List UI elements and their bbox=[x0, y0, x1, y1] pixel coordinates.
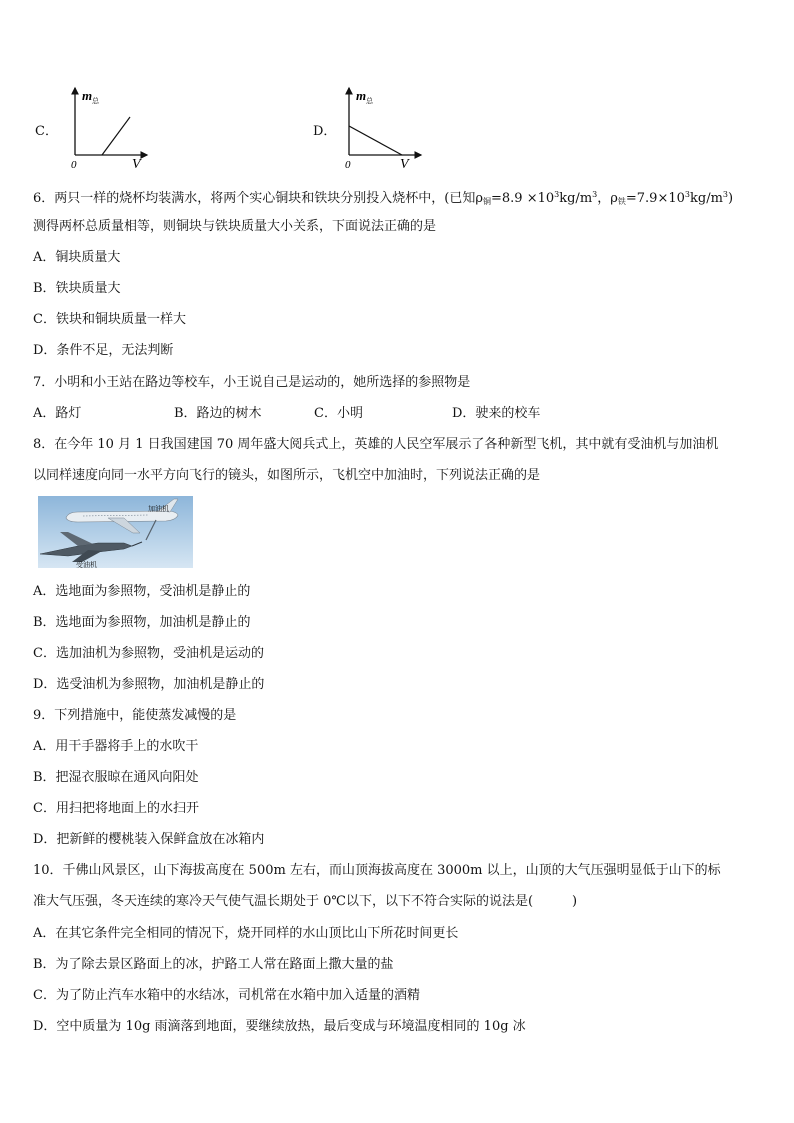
x-axis-label: V bbox=[132, 157, 141, 172]
origin-label: 0 bbox=[71, 159, 77, 171]
q6-option-c: C．铁块和铜块质量一样大 bbox=[33, 312, 186, 327]
receiver-label: 受油机 bbox=[76, 561, 97, 568]
q6-stem-line1 bbox=[33, 186, 733, 211]
graph-d bbox=[336, 80, 436, 172]
q7-option-b: B．路边的树木 bbox=[174, 406, 262, 421]
y-axis-sub: 总 bbox=[366, 97, 373, 105]
q6-text: =8.9 ×10 bbox=[491, 191, 555, 206]
y-axis-sub: 总 bbox=[92, 97, 99, 105]
rho-copper-sub: 铜 bbox=[483, 197, 491, 206]
q8-option-d: D．选受油机为参照物，加油机是静止的 bbox=[33, 677, 265, 692]
q10-option-d: D．空中质量为 10g 雨滴落到地面，要继续放热，最后变成与环境温度相同的 10g 冰 bbox=[33, 1019, 526, 1034]
q6-text: ) bbox=[728, 191, 734, 206]
q6-option-b: B．铁块质量大 bbox=[33, 281, 121, 296]
q8-option-b: B．选地面为参照物，加油机是静止的 bbox=[33, 615, 251, 630]
q7-option-a: A．路灯 bbox=[33, 406, 82, 421]
option-c-letter: C． bbox=[35, 124, 58, 139]
q6-text: kg/m bbox=[559, 191, 593, 206]
tanker-label: 加油机 bbox=[148, 505, 169, 513]
graph-options bbox=[0, 80, 794, 175]
q7-option-d: D．驶来的校车 bbox=[452, 406, 541, 421]
q8-option-c: C．选加油机为参照物，受油机是运动的 bbox=[33, 646, 264, 661]
exponent: 3 bbox=[592, 190, 598, 199]
q8-option-a: A．选地面为参照物，受油机是静止的 bbox=[33, 584, 251, 599]
q6-text: =7.9×10 bbox=[625, 191, 685, 206]
graph-c bbox=[62, 80, 162, 172]
q10-option-a: A．在其它条件完全相同的情况下，烧开同样的水山顶比山下所花时间更长 bbox=[33, 926, 459, 941]
option-d-letter: D． bbox=[313, 124, 337, 139]
q10-stem-line1: 10．千佛山风景区，山下海拔高度在 500m 左右，而山顶海拔高度在 3000m 以上，山顶的大气压强明显低于山下的标 bbox=[33, 863, 721, 878]
mass-volume-line bbox=[349, 126, 402, 155]
y-axis-label: m bbox=[82, 88, 93, 103]
x-axis-label: V bbox=[400, 157, 409, 172]
q6-stem-line2: 测得两杯总质量相等，则铜块与铁块质量大小关系，下面说法正确的是 bbox=[33, 219, 437, 234]
q6-option-d: D．条件不足，无法判断 bbox=[33, 343, 174, 358]
q7-option-c: C．小明 bbox=[314, 406, 363, 421]
q9-option-c: C．用扫把将地面上的水扫开 bbox=[33, 801, 199, 816]
q10-stem-line2: 准大气压强，冬天连续的寒冷天气使气温长期处于 0℃以下，以下不符合实际的说法是( ) bbox=[33, 894, 578, 909]
exponent: 3 bbox=[722, 190, 728, 199]
q6-option-a: A．铜块质量大 bbox=[33, 250, 121, 265]
rho-iron-sub: 铁 bbox=[617, 197, 626, 206]
q8-stem-line2: 以同样速度向同一水平方向飞行的镜头，如图所示，飞机空中加油时，下列说法正确的是 bbox=[33, 468, 541, 483]
q6-text: ，ρ bbox=[597, 191, 618, 206]
q9-stem: 9．下列措施中，能使蒸发减慢的是 bbox=[33, 708, 237, 723]
q6-text: kg/m bbox=[690, 191, 723, 206]
q10-option-c: C．为了防止汽车水箱中的水结冰，司机常在水箱中加入适量的酒精 bbox=[33, 988, 420, 1003]
q7-stem: 7．小明和小王站在路边等校车，小王说自己是运动的，她所选择的参照物是 bbox=[33, 375, 471, 390]
mass-volume-line bbox=[102, 117, 130, 155]
exponent: 3 bbox=[554, 190, 560, 199]
exponent: 3 bbox=[684, 190, 690, 199]
q10-option-b: B．为了除去景区路面上的冰，护路工人常在路面上撒大量的盐 bbox=[33, 957, 394, 972]
q8-stem-line1: 8．在今年 10 月 1 日我国建国 70 周年盛大阅兵式上，英雄的人民空军展示了各种新型飞机，其中就有受油机与加油机 bbox=[33, 437, 719, 452]
q9-option-b: B．把湿衣服晾在通风向阳处 bbox=[33, 770, 199, 785]
refueling-photo bbox=[38, 496, 193, 568]
y-axis-label: m bbox=[356, 88, 367, 103]
q9-option-a: A．用干手器将手上的水吹干 bbox=[33, 739, 199, 754]
q6-text: 6．两只一样的烧杯均装满水，将两个实心铜块和铁块分别投入烧杯中，(已知ρ bbox=[33, 191, 483, 206]
origin-label: 0 bbox=[345, 159, 351, 171]
q9-option-d: D．把新鲜的樱桃装入保鲜盒放在冰箱内 bbox=[33, 832, 265, 847]
